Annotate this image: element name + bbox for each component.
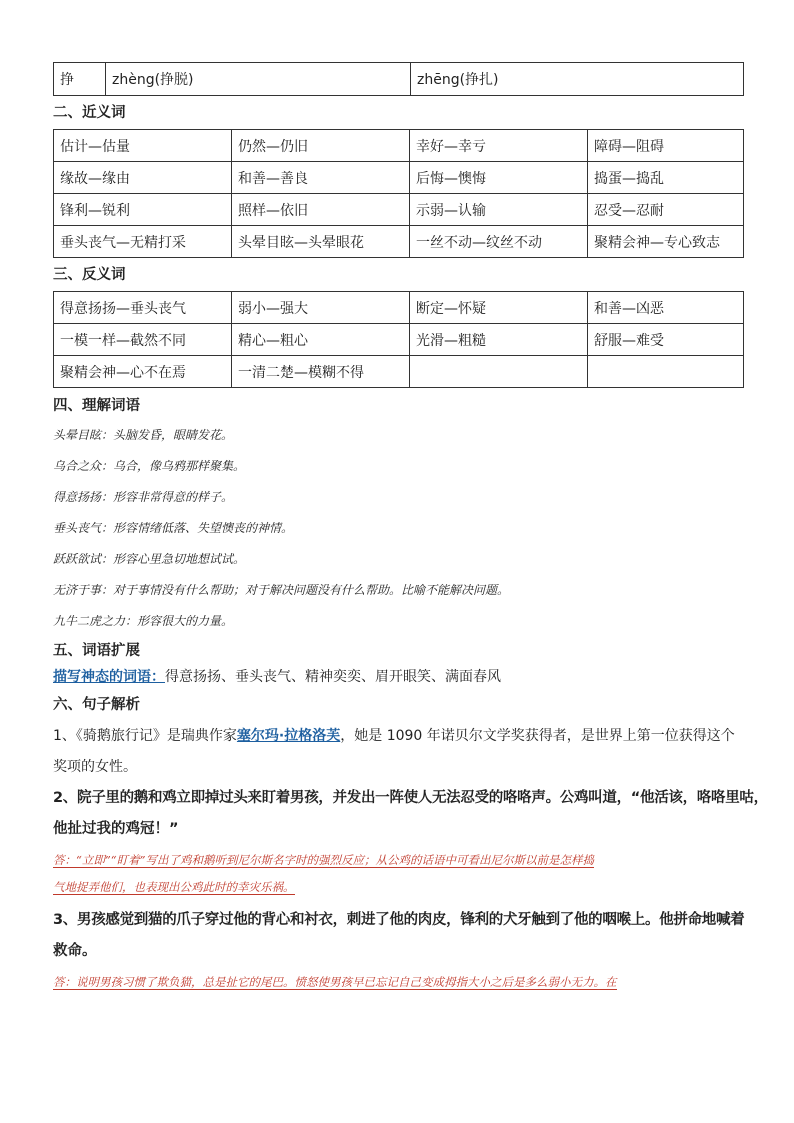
table-row [54,130,744,162]
table-cell: 仍然—仍旧 [232,130,410,162]
section-heading-analysis: 六、句子解析 [53,697,140,713]
table-cell: 断定—怀疑 [410,292,588,324]
table-cell: 得意扬扬—垂头丧气 [54,292,232,324]
table-cell: 一丝不动—纹丝不动 [410,226,588,258]
pinyin-table [53,62,744,96]
table-cell: 挣 [54,63,106,96]
table-cell [410,356,588,388]
definitions-list [53,420,743,637]
section-heading-expand: 五、词语扩展 [53,643,140,659]
expand-line [53,661,743,693]
table-row [54,356,744,388]
answer-text: 答：说明男孩习惯了欺负猫，总是扯它的尾巴。愤怒使男孩早已忘记自己变成拇指大小之后是多么弱小无力。在 [53,975,617,989]
table-cell: 光滑—粗糙 [410,324,588,356]
expand-words: 得意扬扬、垂头丧气、精神奕奕、眉开眼笑、满面春风 [165,669,501,685]
section-heading-synonyms: 二、近义词 [53,105,126,121]
table-cell: 垂头丧气—无精打采 [54,226,232,258]
list-item: 垂头丧气：形容情绪低落、失望懊丧的神情。 [53,521,294,535]
table-cell: 精心—粗心 [232,324,410,356]
table-cell: 锋利—锐利 [54,194,232,226]
table-cell [588,356,744,388]
paragraph-text: 1、《骑鹅旅行记》是瑞典作家 [53,728,237,744]
answer-3 [53,969,743,996]
table-cell: 聚精会神—专心致志 [588,226,744,258]
table-cell: 一清二楚—模糊不得 [232,356,410,388]
list-item: 跃跃欲试：形容心里急切地想试试。 [53,552,246,566]
table-cell: 和善—善良 [232,162,410,194]
table-cell: 捣蛋—捣乱 [588,162,744,194]
paragraph-text: ，她是 1090 年诺贝尔文学奖获得者，是世界上第一位获得这个 [340,728,735,744]
list-item: 无济于事：对于事情没有什么帮助；对于解决问题没有什么帮助。比喻不能解决问题。 [53,583,510,597]
table-row [54,226,744,258]
table-cell: 照样—依旧 [232,194,410,226]
table-cell: 和善—凶恶 [588,292,744,324]
table-row [54,292,744,324]
paragraph-3 [53,905,743,967]
answer-text: 气地捉弄他们，也表现出公鸡此时的幸灾乐祸。 [53,880,295,894]
paragraph-text: 他扯过我的鸡冠！” [53,821,179,837]
list-item: 头晕目眩：头脑发昏，眼睛发花。 [53,428,234,442]
table-cell: 聚精会神—心不在焉 [54,356,232,388]
paragraph-text: 救命。 [53,943,97,959]
table-cell: 忍受—忍耐 [588,194,744,226]
answer-text: 答：“立即”“盯着”写出了鸡和鹅听到尼尔斯名字时的强烈反应；从公鸡的话语中可看出尼尔斯以前是怎样捣 [53,853,595,867]
expand-label: 描写神态的词语： [53,669,165,685]
paragraph-2 [53,783,768,845]
synonyms-table [53,129,744,258]
table-row [54,194,744,226]
table-cell: zhèng(挣脱) [106,63,411,96]
table-cell: zhēng(挣扎) [411,63,744,96]
paragraph-text: 奖项的女性。 [53,759,137,775]
section-heading-understand: 四、理解词语 [53,398,140,414]
table-cell: 弱小—强大 [232,292,410,324]
author-link[interactable]: 塞尔玛·拉格洛芙 [236,728,341,744]
table-cell: 缘故—缘由 [54,162,232,194]
table-cell: 一模一样—截然不同 [54,324,232,356]
section-heading-antonyms: 三、反义词 [53,267,126,283]
list-item: 得意扬扬：形容非常得意的样子。 [53,490,234,504]
table-cell: 后悔—懊悔 [410,162,588,194]
table-cell: 舒服—难受 [588,324,744,356]
antonyms-table [53,291,744,388]
table-row [54,324,744,356]
document-page [53,62,768,1000]
list-item: 九牛二虎之力：形容很大的力量。 [53,614,234,628]
paragraph-text: 3、男孩感觉到猫的爪子穿过他的背心和衬衣，刺进了他的肉皮，锋利的犬牙触到了他的咽喉上。他拼命地喊着 [53,912,745,928]
table-cell: 障碍—阻碍 [588,130,744,162]
table-row [54,63,744,96]
table-cell: 幸好—幸亏 [410,130,588,162]
table-row [54,162,744,194]
answer-2 [53,847,743,901]
table-cell: 示弱—认输 [410,194,588,226]
list-item: 乌合之众：乌合，像乌鸦那样聚集。 [53,459,246,473]
paragraph-text: 2、院子里的鹅和鸡立即掉过头来盯着男孩，并发出一阵使人无法忍受的咯咯声。公鸡叫道，“他活该，咯咯里咕， [53,790,768,806]
paragraph-1 [53,721,743,783]
table-cell: 头晕目眩—头晕眼花 [232,226,410,258]
table-cell: 估计—估量 [54,130,232,162]
